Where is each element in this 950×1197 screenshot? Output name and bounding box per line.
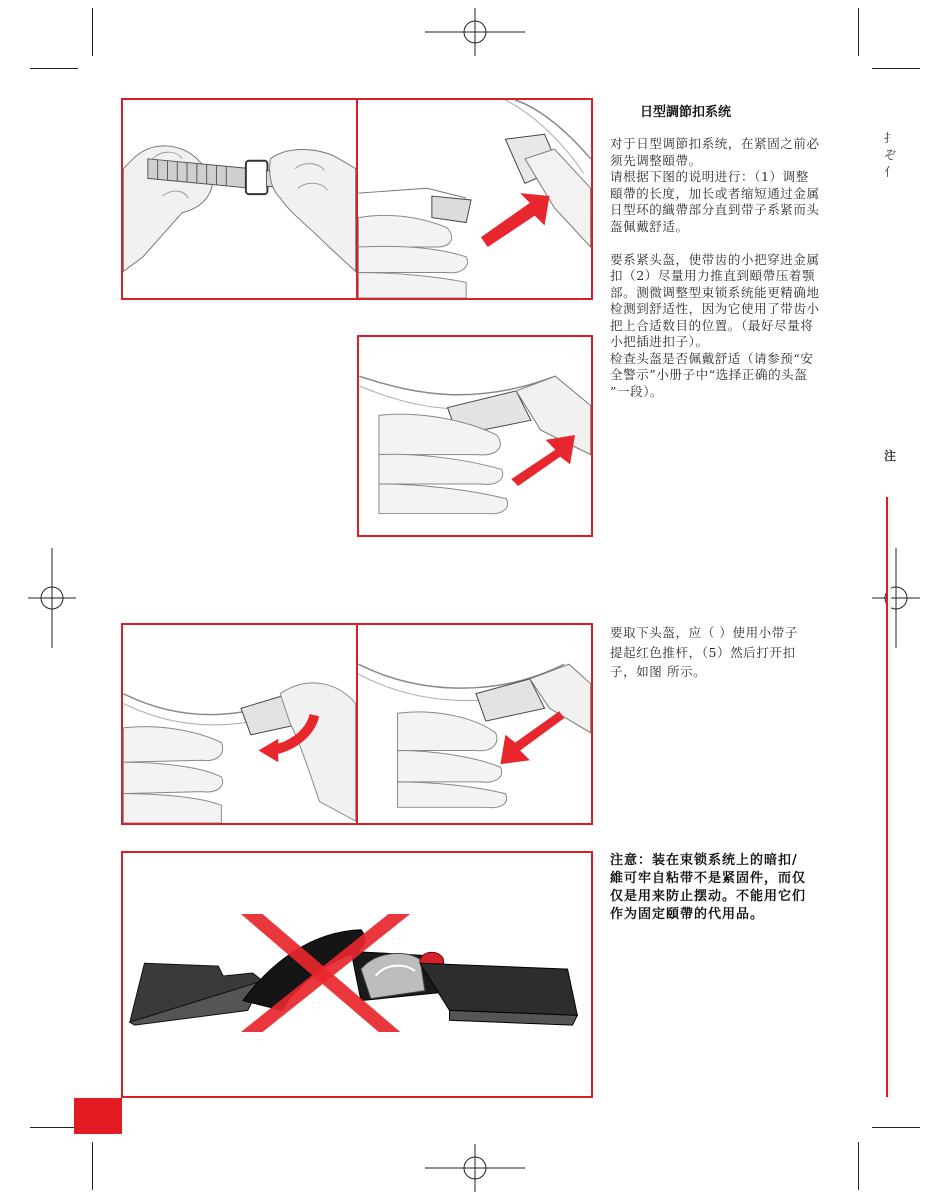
crop-mark-tr-h: [872, 68, 920, 69]
buckle-insert-illustration: [358, 100, 591, 298]
edge-frame-line: [886, 497, 891, 1097]
para3-line-1: 要系紧头盔，使带齿的小把穿进金属: [610, 251, 820, 267]
para3-line-3: 部。测微调整型束锁系统能更精确地: [610, 284, 820, 300]
remove-instructions: [610, 623, 832, 682]
crop-mark-bl-h: [30, 1127, 78, 1128]
remove-line-1: 要取下头盔，应（ ）使用小带子: [610, 625, 798, 640]
remove-line-2: 提起红色推杆，（5）然后打开扣: [610, 644, 796, 660]
figure-open-buckle: [356, 623, 593, 825]
para1-line-1: 对于日型调節扣系统，在紧固之前必: [610, 136, 820, 151]
remove-line-3: 子，如图 所示。: [610, 664, 707, 679]
page-corner-marker: [74, 1098, 122, 1134]
figure-strap-adjust: [121, 98, 358, 300]
para4-line-2: 全警示”小册子中“选择正确的头盔: [610, 367, 808, 382]
crop-mark-bl-v: [92, 1142, 93, 1190]
para3-line-2: 扣（2）尽量用力推直到頤帶压着颚: [610, 268, 816, 283]
registration-mark-bottom: [425, 1144, 525, 1192]
figure-lift-lever: [121, 623, 358, 825]
para2-line-4: 盔佩戴舒适。: [610, 218, 689, 234]
warning-line-3: 仅是用来防止摆动。不能用它们: [610, 889, 807, 904]
buckle-tighten-illustration: [359, 337, 591, 535]
para2-line-2: 頤帶的长度，加长或者缩短通过金属: [610, 185, 820, 201]
para4-line-3: ”一段）。: [610, 383, 664, 399]
figure-buckle-tighten: [357, 335, 593, 537]
para1-line-2: 须先调整頤帶。: [610, 152, 702, 168]
crop-mark-br-h: [872, 1127, 920, 1128]
para3-line-6: 小把插进扣子）。: [610, 334, 709, 349]
registration-mark-left: [28, 548, 76, 648]
edge-fragment-4: 注: [884, 449, 897, 463]
crop-mark-tr-v: [858, 8, 859, 56]
velcro-warning: [610, 852, 835, 924]
warning-line-2: 維可牢自粘带不是紧固件，而仅: [610, 871, 807, 886]
page-title: 日型調節扣系统: [640, 105, 732, 120]
crop-mark-tl-h: [30, 68, 78, 69]
para3-line-5: 把上合适数目的位置。（最好尽量将: [610, 317, 814, 333]
para4-line-1: 检查头盔是否佩戴舒适（请参预“安: [610, 350, 814, 366]
edge-fragment-2: ぞ: [884, 148, 897, 162]
strap-adjust-illustration: [123, 100, 356, 298]
para2-line-1: 请根据下图的说明进行：（1）调整: [610, 169, 809, 184]
lift-lever-illustration: [123, 625, 356, 823]
figure-buckle-insert: [356, 98, 593, 300]
edge-fragment-3: 亻: [884, 165, 897, 179]
adjust-instructions: [610, 136, 832, 400]
warning-line-1: 注意：装在束锁系统上的暗扣/: [610, 853, 798, 868]
open-buckle-illustration: [358, 625, 591, 823]
registration-mark-right: [872, 548, 920, 648]
edge-fragment-1: 扌: [884, 131, 897, 145]
para2-line-3: 日型环的織帶部分直到带子系紧而头: [610, 202, 820, 217]
figure-velcro-warning: [121, 851, 593, 1098]
registration-mark-top: [425, 8, 525, 56]
crop-mark-br-v: [858, 1142, 859, 1190]
velcro-strap-illustration: [123, 853, 591, 1096]
para3-line-4: 检测到舒适性，因为它使用了带齿小: [610, 301, 820, 316]
warning-line-4: 作为固定頤帶的代用品。: [610, 907, 765, 922]
crop-mark-tl-v: [92, 8, 93, 56]
